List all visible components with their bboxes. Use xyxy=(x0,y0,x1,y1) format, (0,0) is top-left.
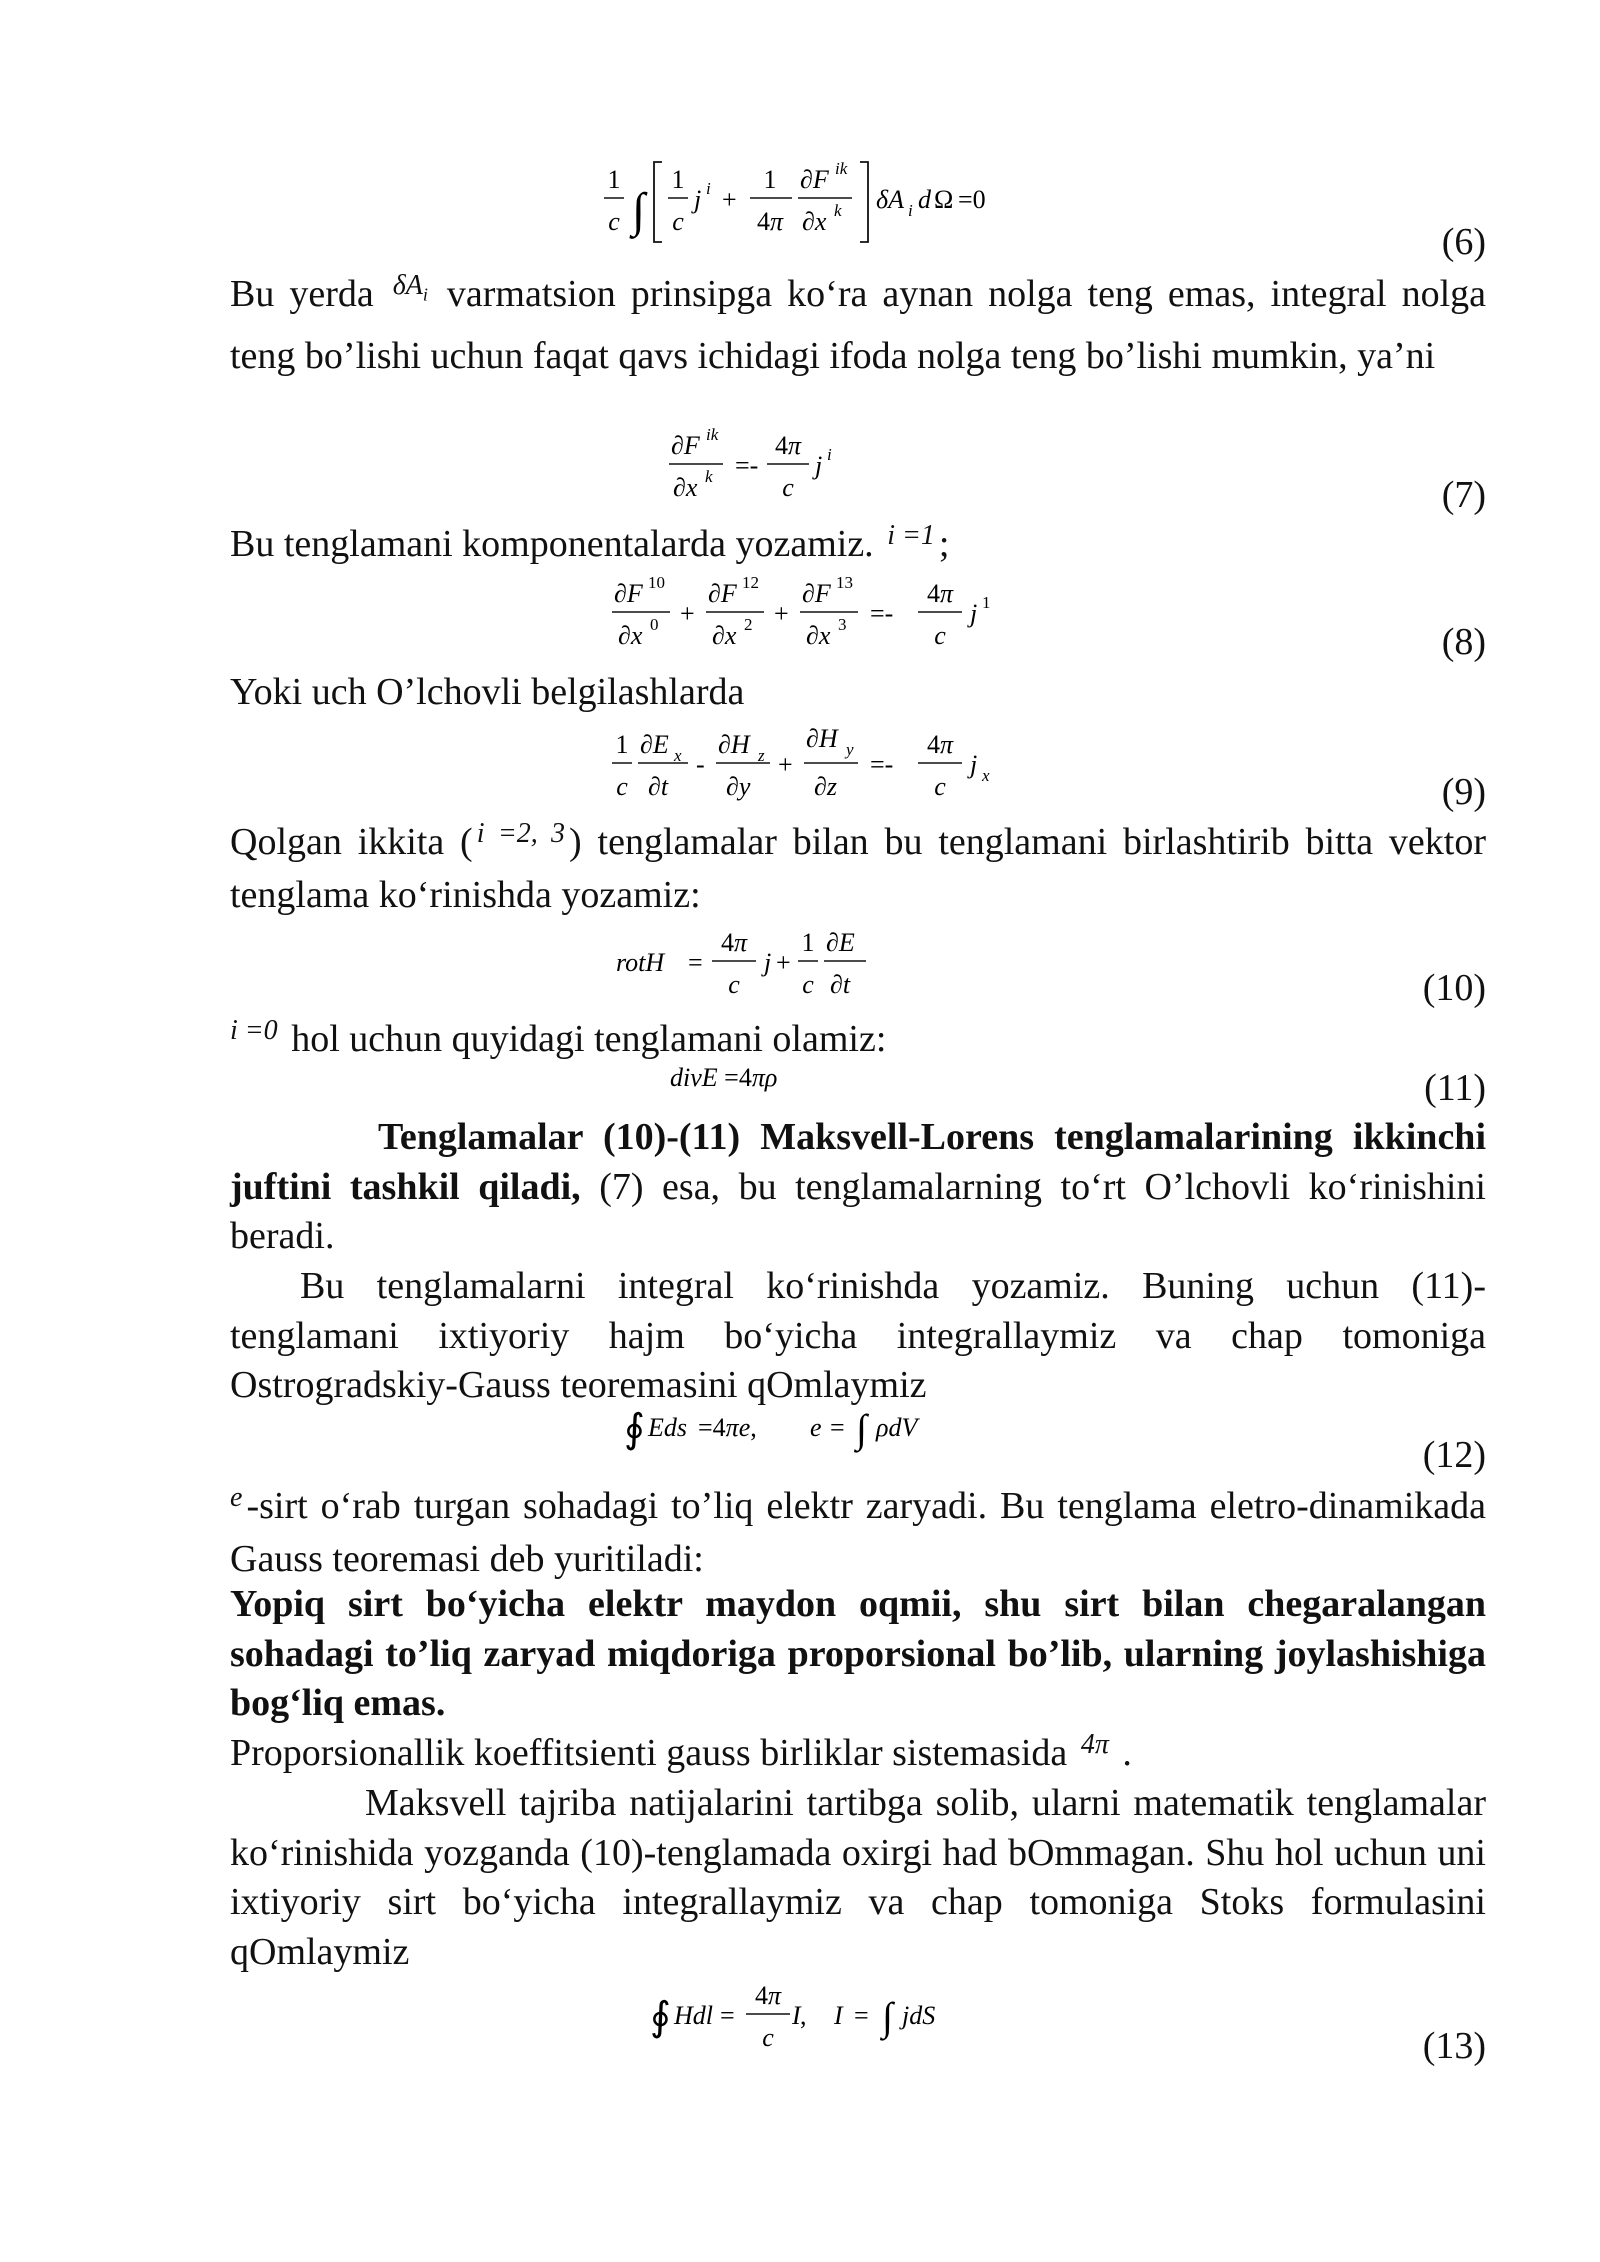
equation-12 xyxy=(622,1400,952,1465)
svg-text:4π: 4π xyxy=(926,579,954,608)
svg-text:I: I xyxy=(834,2001,843,2030)
svg-text:∂E: ∂E xyxy=(826,928,855,957)
paragraph-3: Yoki uch O’lchovli belgilashlarda xyxy=(230,671,745,713)
paragraph-8: $^e$ -sirt o‘rab turgan sohadagi to’liq elektr zaryadi. Bu tenglama eletro-dinamikada Gauss teoremasi deb yuritiladi: xyxy=(230,1482,1486,1580)
equation-11-formula xyxy=(668,1058,868,1098)
svg-text:∂x: ∂x xyxy=(618,621,643,650)
svg-text:c: c xyxy=(782,473,794,502)
svg-text:∂F: ∂F xyxy=(671,431,700,460)
svg-text:∂F: ∂F xyxy=(614,579,643,608)
svg-text:∂H: ∂H xyxy=(806,724,838,753)
svg-text:10: 10 xyxy=(648,573,665,592)
svg-text:1: 1 xyxy=(671,165,685,194)
svg-text:I: I xyxy=(792,2001,801,2030)
paragraph-11: Maksvell tajriba natijalarini tartibga solib, ularni matematik tenglamalar ko‘rinishida yozganda (10)-tenglamada oxirgi had bOmmagan. Shu hol uchun uni ixtiyoriy sirt bo‘yicha integrallaymiz va chap tomoniga Stoks formulasini qOmlaymiz xyxy=(230,1782,1486,1973)
svg-text:+: + xyxy=(778,750,793,779)
inline-math-i-eq-1: i =1 xyxy=(887,520,935,551)
svg-text:rotH: rotH xyxy=(616,948,665,977)
equation-10 xyxy=(612,915,912,1010)
equation-7-number: (7) xyxy=(1441,474,1486,516)
paragraph-5: $^{i =0}$ hol uchun quyidagi tenglamani olamiz: xyxy=(230,1015,887,1060)
equation-6-number: (6) xyxy=(1441,221,1486,263)
svg-text:∫: ∫ xyxy=(856,1406,867,1451)
svg-text:∂t: ∂t xyxy=(648,772,669,801)
svg-text:y: y xyxy=(846,740,854,759)
svg-text:+: + xyxy=(774,599,789,628)
svg-text:1: 1 xyxy=(982,593,991,612)
svg-text:2: 2 xyxy=(744,615,753,634)
svg-text:=: = xyxy=(720,2001,735,2030)
equation-9-formula xyxy=(608,715,1008,810)
svg-text:jdS: jdS xyxy=(902,2001,936,2030)
svg-text:j: j xyxy=(815,451,823,480)
equation-10-formula xyxy=(612,915,912,1005)
svg-text:=: = xyxy=(830,1413,845,1442)
svg-text:c: c xyxy=(728,970,740,999)
svg-text:j: j xyxy=(970,599,978,628)
svg-text:+: + xyxy=(680,599,695,628)
svg-text:ρdV: ρdV xyxy=(876,1413,918,1442)
svg-text:1: 1 xyxy=(607,165,621,194)
equation-10-number: (10) xyxy=(1422,967,1486,1009)
svg-text:=: = xyxy=(854,2001,869,2030)
svg-text:Ω: Ω xyxy=(934,185,954,214)
svg-text:∂F: ∂F xyxy=(800,165,829,194)
svg-text:∂x: ∂x xyxy=(712,621,737,650)
svg-text:i: i xyxy=(706,179,711,198)
svg-text:=-: =- xyxy=(870,599,894,628)
svg-text:d: d xyxy=(918,185,931,214)
svg-text:ik: ik xyxy=(706,425,719,444)
svg-text:∂F: ∂F xyxy=(802,579,831,608)
paragraph-6: Tenglamalar (10)-(11) Maksvell-Lorens tenglamalarining ikkinchi juftini tashkil qiladi, (7) esa, bu tenglamalarning to‘rt O’lchovli ko‘rinishini beradi. xyxy=(230,1116,1486,1257)
svg-text:,: , xyxy=(800,2001,807,2030)
svg-text:c: c xyxy=(934,621,946,650)
svg-text:∂y: ∂y xyxy=(726,772,751,801)
equation-13 xyxy=(648,1970,978,2065)
equation-9-number: (9) xyxy=(1441,771,1486,813)
svg-text:ik: ik xyxy=(835,159,848,178)
svg-text:=-: =- xyxy=(735,451,759,480)
svg-text:i: i xyxy=(827,445,832,464)
svg-text:k: k xyxy=(705,467,713,486)
svg-text:1: 1 xyxy=(615,730,629,759)
svg-text:=: = xyxy=(688,948,703,977)
svg-text:∂H: ∂H xyxy=(718,730,750,759)
paragraph-10: Proporsionallik koeffitsienti gauss birliklar sistemasida $^{4\pi}$ . xyxy=(230,1729,1132,1774)
svg-text:13: 13 xyxy=(836,573,853,592)
svg-text:divE =4πρ: divE =4πρ xyxy=(670,1063,778,1092)
svg-text:e: e xyxy=(810,1413,822,1442)
svg-text:4π: 4π xyxy=(720,928,748,957)
svg-text:∮: ∮ xyxy=(624,1406,645,1451)
paragraph-2: Bu tenglamani komponentalarda yozamiz. $^{i =1}$ ; xyxy=(230,520,950,565)
svg-text:c: c xyxy=(672,207,684,236)
paragraph-4: Qolgan ikkita ( $^{i =2, 3}$ ) tenglamalar bilan bu tenglamani birlashtirib bitta vektor tenglama ko‘rinishda yozamiz: xyxy=(230,818,1486,916)
svg-text:c: c xyxy=(802,970,814,999)
svg-text:+: + xyxy=(776,948,791,977)
svg-text:4π: 4π xyxy=(756,207,784,236)
equation-12-number: (12) xyxy=(1422,1434,1486,1476)
svg-text:x: x xyxy=(982,766,990,785)
svg-text:=4πe,: =4πe, xyxy=(698,1413,757,1442)
equation-6 xyxy=(600,152,1020,257)
equation-6-formula xyxy=(600,152,1020,252)
svg-text:∂F: ∂F xyxy=(708,579,737,608)
svg-text:∫: ∫ xyxy=(632,184,646,237)
inline-math-i-eq-0: i =0 xyxy=(230,1015,278,1046)
svg-text:j: j xyxy=(764,948,772,977)
svg-text:=-: =- xyxy=(870,750,894,779)
svg-text:c: c xyxy=(608,207,620,236)
svg-text:j: j xyxy=(970,750,978,779)
svg-text:i: i xyxy=(908,201,913,220)
svg-text:c: c xyxy=(934,772,946,801)
svg-text:j: j xyxy=(694,185,702,214)
equation-11-number: (11) xyxy=(1424,1067,1486,1109)
svg-text:∂x: ∂x xyxy=(802,207,827,236)
svg-text:0: 0 xyxy=(650,615,659,634)
svg-text:∂x: ∂x xyxy=(806,621,831,650)
equation-12-formula xyxy=(622,1400,952,1460)
inline-math-i-eq-2-3: i =2, 3 xyxy=(476,818,566,849)
equation-11 xyxy=(668,1058,868,1103)
svg-text:c: c xyxy=(762,2023,774,2052)
equation-8-number: (8) xyxy=(1441,621,1486,663)
svg-text:4π: 4π xyxy=(774,431,802,460)
svg-text:4π: 4π xyxy=(754,1981,782,2010)
svg-text:z: z xyxy=(758,746,765,765)
paragraph-9-theorem: Yopiq sirt bo‘yicha elektr maydon oqmii, shu sirt bilan chegaralangan sohadagi to’liq zaryad miqdoriga proporsional bo’lib, ularning joylashishiga bog‘liq emas. xyxy=(230,1583,1486,1724)
svg-text:k: k xyxy=(834,201,842,220)
equation-7-formula xyxy=(665,420,885,510)
inline-math-e: e xyxy=(230,1482,243,1513)
svg-text:+: + xyxy=(722,185,737,214)
svg-text:∂z: ∂z xyxy=(814,772,837,801)
equation-8-formula xyxy=(608,568,1008,658)
svg-text:∂t: ∂t xyxy=(830,970,851,999)
svg-text:x: x xyxy=(674,746,682,765)
svg-text:1: 1 xyxy=(801,928,815,957)
svg-text:-: - xyxy=(696,750,705,779)
svg-text:Hdl: Hdl xyxy=(674,2001,713,2030)
svg-text:3: 3 xyxy=(838,615,847,634)
equation-8 xyxy=(608,568,1008,663)
equation-13-formula xyxy=(648,1970,978,2060)
equation-9 xyxy=(608,715,1008,815)
svg-text:∫: ∫ xyxy=(882,1994,893,2039)
svg-text:c: c xyxy=(616,772,628,801)
svg-text:δA: δA xyxy=(876,185,904,214)
svg-text:=0: =0 xyxy=(958,185,986,214)
inline-math-delta-a: δAi xyxy=(392,270,428,305)
paragraph-7: Bu tenglamalarni integral ko‘rinishda yozamiz. Buning uchun (11)-tenglamani ixtiyoriy hajm bo‘yicha integrallaymiz va chap tomoniga Ostrogradskiy-Gauss teoremasini qOmlaymiz xyxy=(230,1265,1486,1406)
svg-text:1: 1 xyxy=(763,165,777,194)
svg-text:4π: 4π xyxy=(926,730,954,759)
svg-text:∂E: ∂E xyxy=(640,730,669,759)
svg-text:12: 12 xyxy=(742,573,759,592)
svg-text:Eds: Eds xyxy=(648,1413,687,1442)
equation-7 xyxy=(665,420,885,515)
equation-13-number: (13) xyxy=(1422,2025,1486,2067)
paragraph-1: Bu yerda $^{\delta A_i}$ varmatsion prinsipga ko‘ra aynan nolga teng emas, integral nolga teng bo’lishi uchun faqat qavs ichidagi ifoda nolga teng bo’lishi mumkin, ya’ni xyxy=(230,270,1487,378)
svg-text:∮: ∮ xyxy=(650,1994,671,2039)
inline-math-4pi: 4π xyxy=(1080,1729,1109,1760)
svg-text:∂x: ∂x xyxy=(673,473,698,502)
